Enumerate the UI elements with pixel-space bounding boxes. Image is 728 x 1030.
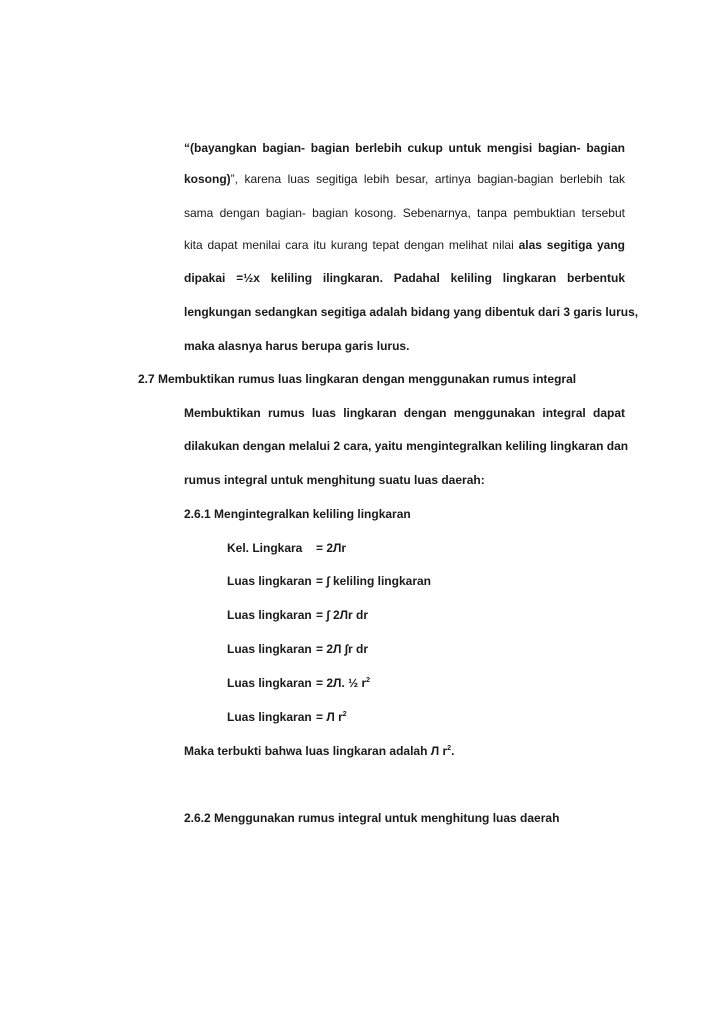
conclusion-line <box>184 743 454 759</box>
equation-rhs: = 2Лr <box>316 541 347 555</box>
paragraph-line: dipakai =½x keliling ilingkaran. Padahal keliling lingkaran berbentuk <box>184 271 625 285</box>
paragraph-line: dilakukan dengan melalui 2 cara, yaitu mengintegralkan keliling lingkaran dan <box>184 439 629 453</box>
plain-text: kita dapat menilai cara itu kurang tepat dengan melihat nilai <box>184 238 514 252</box>
equation-rhs: = 2Л ∫r dr <box>316 642 369 656</box>
equation-lhs: Luas lingkaran <box>227 676 312 690</box>
paragraph-line: maka alasnya harus berupa garis lurus. <box>184 339 410 353</box>
equation-row <box>227 540 346 556</box>
equation-rhs: = ∫ keliling lingkaran <box>316 574 431 588</box>
equation-row <box>227 641 368 657</box>
equation-lhs: Luas lingkaran <box>227 574 312 588</box>
bold-text: “(bayangkan bagian- bagian berlebih cukup untuk mengisi bagian- bagian <box>184 141 625 155</box>
equation-row <box>227 709 347 725</box>
bold-text: kosong) <box>184 172 231 186</box>
paragraph-line <box>184 140 625 156</box>
equation-row <box>227 607 368 623</box>
superscript: 2 <box>447 745 452 752</box>
paragraph-line <box>184 171 625 187</box>
superscript: 2 <box>366 677 371 684</box>
paragraph-line <box>184 237 625 253</box>
equation-rhs: = Л r <box>316 710 343 724</box>
equation-rhs: = 2Л. ½ r <box>316 676 367 690</box>
conclusion-end: . <box>451 744 455 758</box>
subsection-heading: 2.6.2 Menggunakan rumus integral untuk menghitung luas daerah <box>184 811 560 825</box>
section-heading: 2.7 Membuktikan rumus luas lingkaran dengan menggunakan rumus integral <box>138 372 577 386</box>
paragraph-line: rumus integral untuk menghitung suatu luas daerah: <box>184 473 485 487</box>
paragraph-line: sama dengan bagian- bagian kosong. Sebenarnya, tanpa pembuktian tersebut <box>184 206 625 220</box>
equation-lhs: Luas lingkaran <box>227 608 312 622</box>
paragraph-line: Membuktikan rumus luas lingkaran dengan menggunakan integral dapat <box>184 406 625 420</box>
equation-rhs: = ∫ 2Лr dr <box>316 608 369 622</box>
superscript: 2 <box>342 711 347 718</box>
equation-row <box>227 675 370 691</box>
equation-lhs: Kel. Lingkara <box>227 541 303 555</box>
paragraph-line: lengkungan sedangkan segitiga adalah bidang yang dibentuk dari 3 garis lurus, <box>184 305 639 319</box>
subsection-heading: 2.6.1 Mengintegralkan keliling lingkaran <box>184 507 411 521</box>
equation-row <box>227 573 431 589</box>
conclusion-text: Maka terbukti bahwa luas lingkaran adalah Л r <box>184 744 448 758</box>
bold-text: alas segitiga yang <box>518 238 625 252</box>
equation-lhs: Luas lingkaran <box>227 710 312 724</box>
plain-text: ”, karena luas segitiga lebih besar, artinya bagian-bagian berlebih tak <box>230 172 625 186</box>
equation-lhs: Luas lingkaran <box>227 642 312 656</box>
